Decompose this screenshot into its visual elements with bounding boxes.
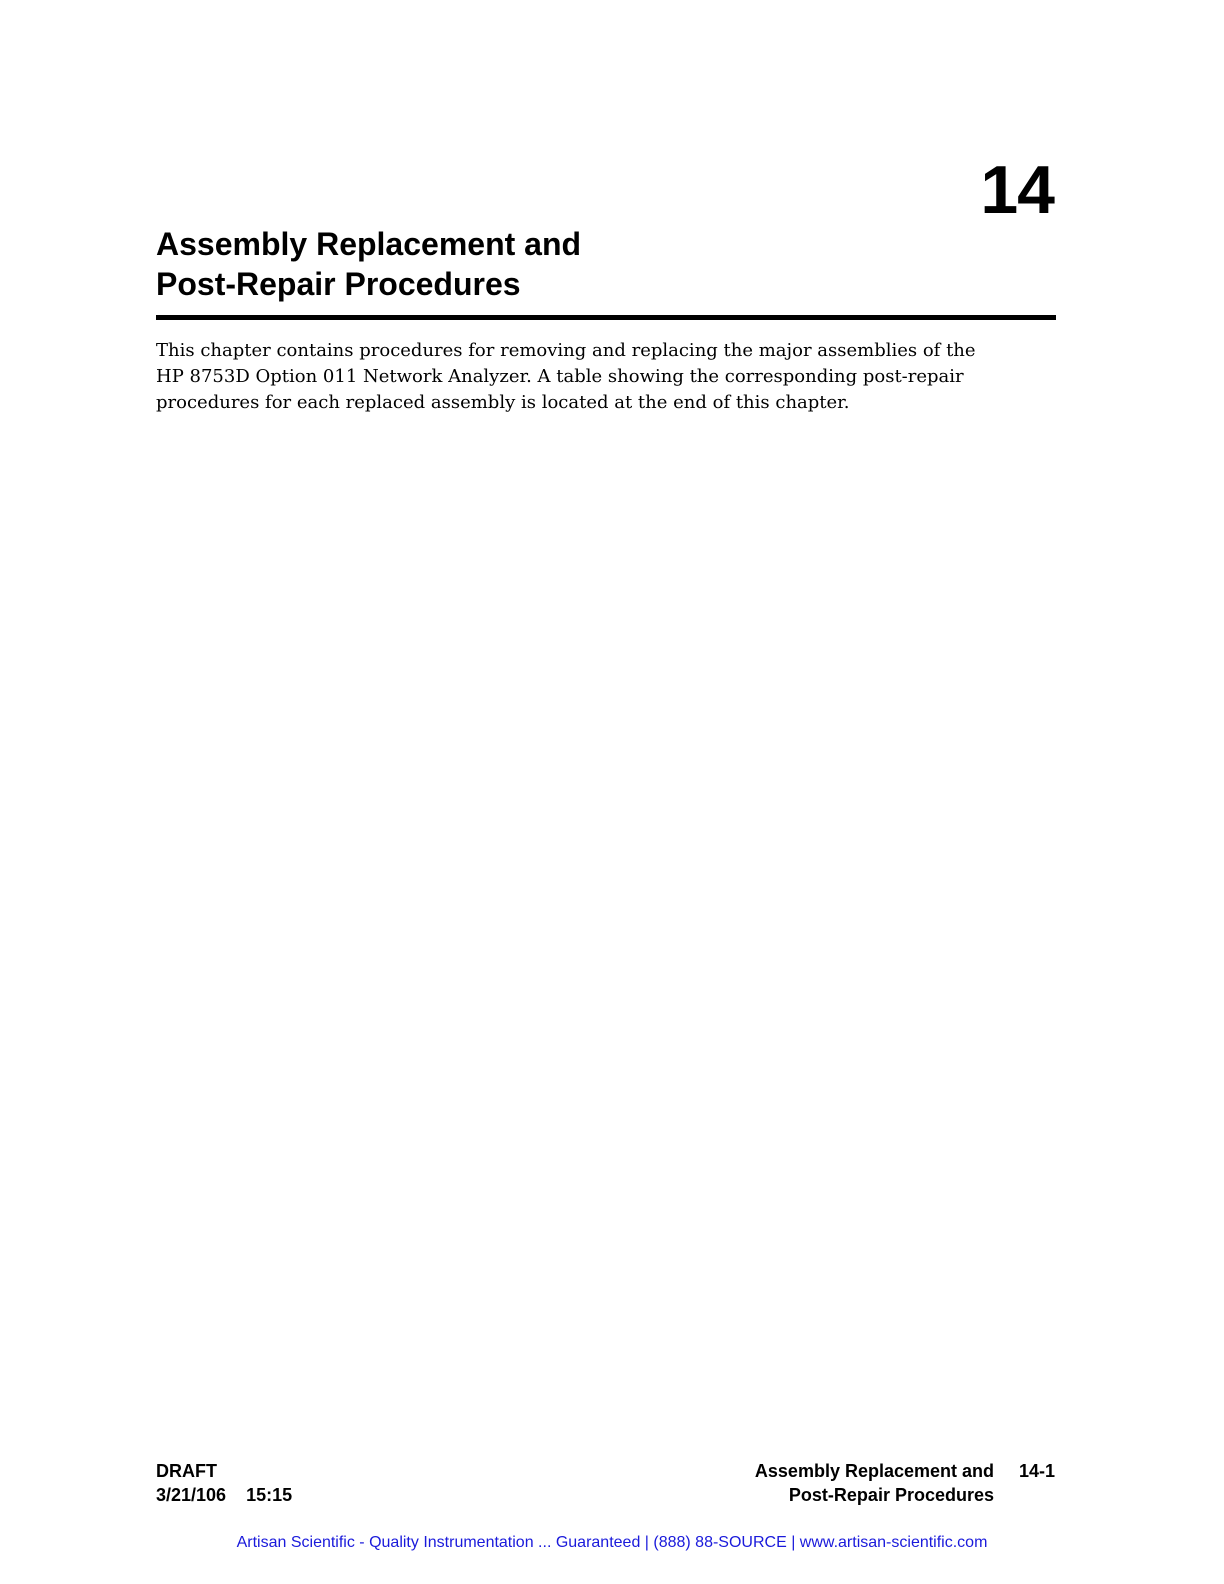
footer-title-line-1: Assembly Replacement and [754, 1461, 994, 1481]
title-divider [156, 315, 1056, 320]
intro-line-2: HP 8753D Option 011 Network Analyzer. A table showing the corresponding post-repair [156, 366, 964, 387]
footer-status: DRAFT [156, 1461, 217, 1481]
chapter-title [156, 224, 856, 304]
footer-title-line-2: Post-Repair Procedures [788, 1485, 994, 1505]
footer-draft-info [156, 1459, 292, 1507]
intro-line-1: This chapter contains procedures for removing and replacing the major assemblies of the [156, 340, 976, 361]
chapter-number: 14 [980, 152, 1054, 228]
page-number: 14-1 [1018, 1461, 1055, 1481]
chapter-title-line-2: Post-Repair Procedures [156, 266, 521, 302]
footer-chapter-title [755, 1459, 994, 1507]
vendor-banner-link[interactable]: Artisan Scientific - Quality Instrumentation ... Guaranteed | (888) 88-SOURCE | www.artisan-scientific.com [236, 1534, 988, 1551]
intro-line-3: procedures for each replaced assembly is located at the end of this chapter. [156, 392, 850, 413]
intro-paragraph [156, 338, 1016, 416]
chapter-title-line-1: Assembly Replacement and [156, 226, 582, 262]
footer-date-time: 3/21/106 15:15 [156, 1485, 293, 1505]
